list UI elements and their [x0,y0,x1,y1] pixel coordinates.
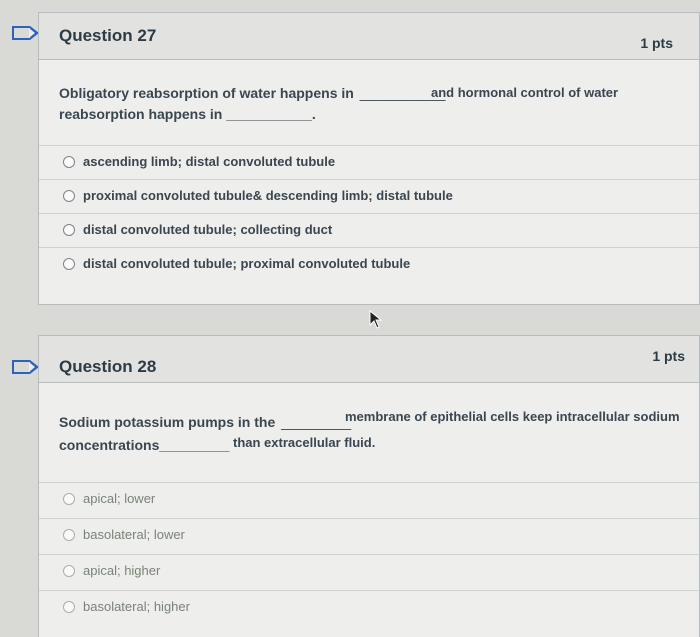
answer-label: distal convoluted tubule; collecting duct [83,222,333,237]
answer-option[interactable] [39,145,699,179]
radio-button[interactable] [63,529,75,541]
question-27-title: Question 27 [59,26,157,45]
flag-question-27-icon[interactable] [12,26,30,40]
question-27-text [59,83,669,125]
question-28-header [39,336,699,383]
question-28-blank1: _________ [281,414,352,430]
question-28-text-part2: membrane of epithelial cells keep intracellular sodium [345,409,680,424]
question-28-text [59,409,689,456]
question-27-text-line2: reabsorption happens in ___________. [59,106,316,122]
radio-button[interactable] [63,493,75,505]
question-27-text-part2: and hormonal control of water [431,85,619,100]
question-28-title: Question 28 [59,357,157,376]
radio-button[interactable] [63,190,75,202]
question-28-points: 1 pts [652,348,685,364]
answer-option[interactable] [39,213,699,247]
question-27-blank1: ___________ [359,85,446,101]
radio-button[interactable] [63,156,75,168]
question-28-card [38,335,700,637]
question-27-text-part1: Obligatory reabsorption of water happens in [59,85,354,101]
question-27-card [38,12,700,305]
question-28-text-line2-part2: than extracellular fluid. [233,435,376,450]
mouse-cursor-icon [369,310,383,330]
answer-option[interactable] [39,518,699,552]
answer-label: proximal convoluted tubule& descending limb; distal tubule [83,188,453,203]
question-27-header [39,13,699,60]
answer-label: apical; lower [83,491,156,506]
answer-option[interactable] [39,179,699,213]
answer-label: distal convoluted tubule; proximal convoluted tubule [83,256,411,271]
question-28-text-part1: Sodium potassium pumps in the [59,414,276,430]
answer-option[interactable] [39,482,699,516]
answer-label: apical; higher [83,563,161,578]
answer-option[interactable] [39,554,699,588]
radio-button[interactable] [63,565,75,577]
answer-label: basolateral; lower [83,527,185,542]
flag-question-28-icon[interactable] [12,360,30,374]
radio-button[interactable] [63,224,75,236]
answer-option[interactable] [39,590,699,624]
question-28-text-line2-part1: concentrations_________ [59,437,230,453]
answer-label: basolateral; higher [83,599,190,614]
radio-button[interactable] [63,601,75,613]
question-27-points: 1 pts [640,35,673,51]
radio-button[interactable] [63,258,75,270]
answer-option[interactable] [39,247,699,281]
answer-label: ascending limb; distal convoluted tubule [83,154,336,169]
